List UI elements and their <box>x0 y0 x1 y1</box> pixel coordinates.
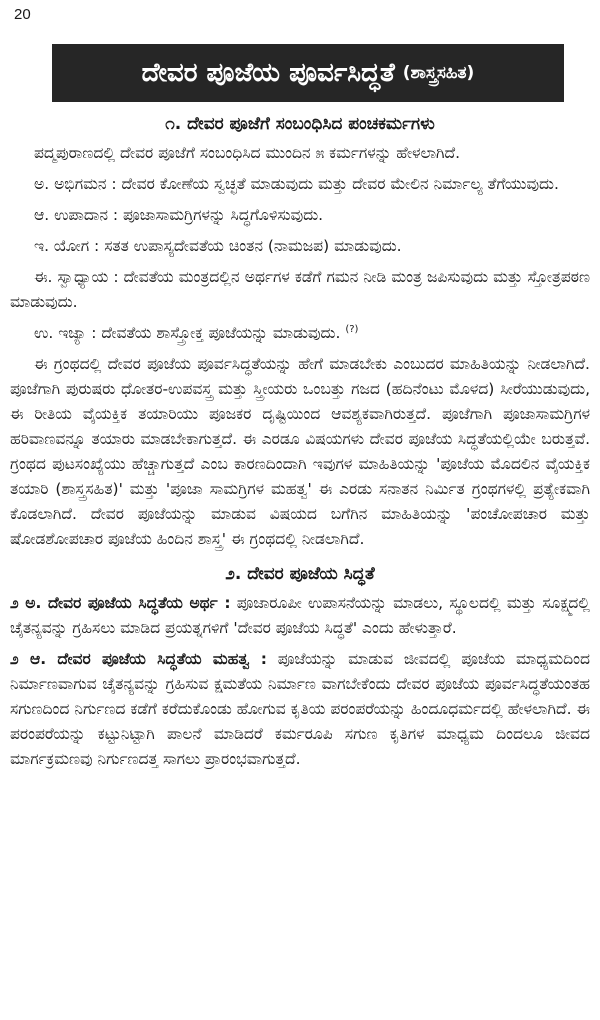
page-title <box>52 44 564 102</box>
list-item-ijya <box>10 321 590 346</box>
section-1-body: ಈ ಗ್ರಂಥದಲ್ಲಿ ದೇವರ ಪೂಜೆಯ ಪೂರ್ವಸಿದ್ಧತೆಯನ್ನು ಹೇಗೆ ಮಾಡಬೇಕು ಎಂಬುದರ ಮಾಹಿತಿಯನ್ನು ನೀಡಲಾಗಿದೆ. ಪೂಜೆಗಾಗಿ ಪುರುಷರು ಧೋತರ-ಉಪವಸ್ತ್ರ ಮತ್ತು ಸ್ತ್ರೀಯರು ಒಂಬತ್ತು ಗಜದ (ಹದಿನೆಂಟು ಮೊಳದ) ಸೀರೆಯುಡುವುದು, ಈ ರೀತಿಯ ವೈಯಕ್ತಿಕ ತಯಾರಿಯು ಪೂಜಕರ ದೃಷ್ಟಿಯಿಂದ ಆವಶ್ಯಕವಾಗಿರುತ್ತದೆ. ಪೂಜೆಗಾಗಿ ಪೂಜಾಸಾಮಗ್ರಿಗಳ ಹರಿವಾಣವನ್ನೂ ತಯಾರು ಮಾಡಬೇಕಾಗುತ್ತದೆ. ಈ ಎರಡೂ ವಿಷಯಗಳು ದೇವರ ಪೂಜೆಯ ಸಿದ್ಧತೆಯಲ್ಲಿಯೇ ಬರುತ್ತವೆ. ಗ್ರಂಥದ ಪುಟಸಂಖ್ಯೆಯು ಹೆಚ್ಚಾಗುತ್ತದೆ ಎಂಬ ಕಾರಣದಿಂದಾಗಿ ಇವುಗಳ ಮಾಹಿತಿಯನ್ನು 'ಪೂಜೆಯ ಮೊದಲಿನ ವೈಯಕ್ತಿಕ ತಯಾರಿ (ಶಾಸ್ತ್ರಸಹಿತ)' ಮತ್ತು 'ಪೂಜಾ ಸಾಮಗ್ರಿಗಳ ಮಹತ್ವ' ಈ ಎರಡು ಸನಾತನ ನಿರ್ಮಿತ ಗ್ರಂಥಗಳಲ್ಲಿ ಪ್ರತ್ಯೇಕವಾಗಿ ಕೊಡಲಾಗಿದೆ. ದೇವರ ಪೂಜೆಯನ್ನು ಮಾಡುವ ವಿಷಯದ ಬಗೆಗಿನ ಮಾಹಿತಿಯನ್ನು 'ಪಂಚೋಪಚಾರ ಮತ್ತು ಷೋಡಶೋಪಚಾರ ಪೂಜೆಯ ಹಿಂದಿನ ಶಾಸ್ತ್ರ' ಈ ಗ್ರಂಥದಲ್ಲಿ ನೀಡಲಾಗಿದೆ. <box>10 355 590 548</box>
document-body <box>10 112 590 778</box>
section-2b-lead: ೨ ಆ. ದೇವರ ಪೂಜೆಯ ಸಿದ್ಧತೆಯ ಮಹತ್ವ : <box>10 650 267 668</box>
section-2a-text: ಪೂಜಾರೂಪೀ ಉಪಾಸನೆಯನ್ನು ಮಾಡಲು, ಸ್ಥೂಲದಲ್ಲಿ ಮತ್ತು ಸೂಕ್ಷ್ಮದಲ್ಲಿ ಚೈತನ್ಯವನ್ನು ಗ್ರಹಿಸಲು ಮಾಡಿದ ಪ್ರಯತ್ನಗಳಿಗೆ 'ದೇವರ ಪೂಜೆಯ ಸಿದ್ಧತೆ' ಎಂದು ಹೇಳುತ್ತಾರೆ. <box>10 594 590 637</box>
list-item-ijya-text: ಉ. ಇಜ್ಯಾ : ದೇವತೆಯ ಶಾಸ್ತ್ರೋಕ್ತ ಪೂಜೆಯನ್ನು ಮಾಡುವುದು. <box>34 324 341 342</box>
list-item-svadhyaya: ಈ. ಸ್ವಾಧ್ಯಾಯ : ದೇವತೆಯ ಮಂತ್ರದಲ್ಲಿನ ಅರ್ಥಗಳ ಕಡೆಗೆ ಗಮನ ನೀಡಿ ಮಂತ್ರ ಜಪಿಸುವುದು ಮತ್ತು ಸ್ತೋತ್ರಪಠಣ ಮಾಡುವುದು. <box>10 268 590 311</box>
section-2-heading: ೨. ದೇವರ ಪೂಜೆಯ ಸಿದ್ಧತೆ <box>225 564 375 584</box>
list-item-yoga: ಇ. ಯೋಗ : ಸತತ ಉಪಾಸ್ಯದೇವತೆಯ ಚಿಂತನ (ನಾಮಜಪ) ಮಾಡುವುದು. <box>34 237 402 255</box>
section-1-heading: ೧. ದೇವರ ಪೂಜೆಗೆ ಸಂಬಂಧಿಸಿದ ಪಂಚಕರ್ಮಗಳು <box>165 114 435 134</box>
reference-marker: (?) <box>345 323 359 335</box>
page-number: 20 <box>14 6 31 23</box>
section-2b-text: ಪೂಜೆಯನ್ನು ಮಾಡುವ ಜೀವದಲ್ಲಿ ಪೂಜೆಯ ಮಾಧ್ಯಮದಿಂದ ನಿರ್ಮಾಣವಾಗುವ ಚೈತನ್ಯವನ್ನು ಗ್ರಹಿಸುವ ಕ್ಷಮತೆಯ ನಿರ್ಮಾಣ ವಾಗಬೇಕೆಂದು ದೇವರ ಪೂಜೆಯ ಪೂರ್ವಸಿದ್ಧತೆಯಂತಹ ಸಗುಣದಿಂದ ನಿರ್ಗುಣದ ಕಡೆಗೆ ಕರೆದುಕೊಂಡು ಹೋಗುವ ಕೃತಿಯ ಪರಂಪರೆಯನ್ನು ಹಿಂದೂಧರ್ಮದಲ್ಲಿ ಹೇಳಲಾಗಿದೆ. ಈ ಪರಂಪರೆಯನ್ನು ಕಟ್ಟುನಿಟ್ಟಾಗಿ ಪಾಲನೆ ಮಾಡಿದರೆ ಕರ್ಮರೂಪಿ ಸಗುಣ ಕೃತಿಗಳ ಮಾಧ್ಯಮ ದಿಂದಲೂ ಜೀವದ ಮಾರ್ಗಕ್ರಮಣವು ನಿರ್ಗುಣದತ್ತ ಸಾಗಲು ಪ್ರಾರಂಭವಾಗುತ್ತದೆ. <box>10 650 590 768</box>
title-main: ದೇವರ ಪೂಜೆಯ ಪೂರ್ವಸಿದ್ಧತೆ <box>141 57 395 88</box>
title-suffix: (ಶಾಸ್ತ್ರಸಹಿತ) <box>402 63 475 83</box>
section-1-intro: ಪದ್ಮಪುರಾಣದಲ್ಲಿ ದೇವರ ಪೂಜೆಗೆ ಸಂಬಂಧಿಸಿದ ಮುಂದಿನ ೫ ಕರ್ಮಗಳನ್ನು ಹೇಳಲಾಗಿದೆ. <box>34 144 461 162</box>
section-2a-paragraph <box>10 591 590 641</box>
list-item-abhigamana: ಅ. ಅಭಿಗಮನ : ದೇವರ ಕೋಣೆಯ ಸ್ವಚ್ಛತೆ ಮಾಡುವುದು ಮತ್ತು ದೇವರ ಮೇಲಿನ ನಿರ್ಮಾಲ್ಯ ತೆಗೆಯುವುದು. <box>34 175 559 193</box>
section-2a-lead: ೨ ಅ. ದೇವರ ಪೂಜೆಯ ಸಿದ್ಧತೆಯ ಅರ್ಥ : <box>10 594 231 612</box>
list-item-upadana: ಆ. ಉಪಾದಾನ : ಪೂಜಾಸಾಮಗ್ರಿಗಳನ್ನು ಸಿದ್ಧಗೊಳಿಸುವುದು. <box>34 206 324 224</box>
section-2b-paragraph <box>10 647 590 772</box>
